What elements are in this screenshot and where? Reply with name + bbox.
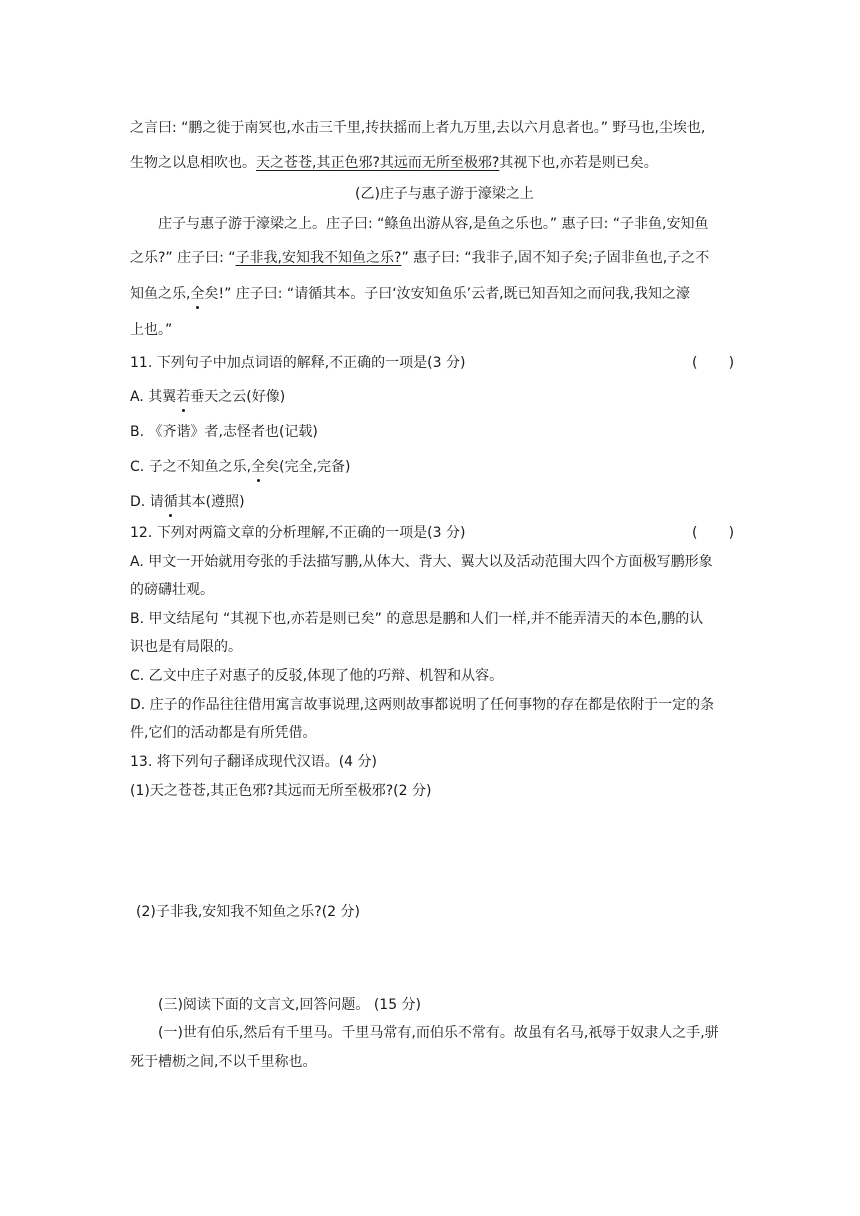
passage-yi-title: (乙)庄子与惠子游于濠梁之上 (355, 186, 534, 202)
q11-stem: 11. 下列句子中加点词语的解释,不正确的一项是(3 分) (130, 355, 466, 371)
q12-option-d-line-1: D. 庄子的作品往往借用寓言故事说理,这两则故事都说明了任何事物的存在都是依附于一定的条 (130, 697, 715, 713)
q11-answer-blank[interactable]: ( ) (692, 355, 735, 371)
passage-jia-line-1: 之言曰: “鹏之徙于南冥也,水击三千里,抟扶摇而上者九万里,去以六月息者也。” 野马也,尘埃也, (130, 120, 706, 136)
q11-option-a-post: 垂天之云(好像) (190, 389, 286, 405)
passage-jia-line-2 (130, 153, 658, 173)
q13-stem: 13. 将下列句子翻译成现代汉语。(4 分) (130, 754, 377, 770)
passage-yi-line-3 (130, 284, 690, 304)
passage-yi-line-2-b: ” 惠子曰: “我非子,固不知子矣;子固非鱼也,子之不 (401, 250, 710, 266)
q11-option-a (130, 387, 285, 407)
q11-option-d (130, 492, 245, 512)
section-3-heading: (三)阅读下面的文言文,回答问题。 (15 分) (158, 997, 422, 1013)
passage-jia-line-2-plain: 生物之以息相吹也。 (130, 155, 256, 171)
q12-option-c: C. 乙文中庄子对惠子的反驳,体现了他的巧辩、机智和从容。 (130, 668, 504, 684)
q11-option-b (130, 422, 318, 442)
dotted-word-ruo: 若 (176, 389, 191, 405)
q12-option-b-line-2: 识也是有局限的。 (130, 639, 242, 655)
passage-yi-line-4: 上也。” (130, 322, 173, 338)
passage-yi-line-2-a: 之乐?” 庄子曰: “ (130, 250, 236, 266)
passage-yi-line-3-a: 知鱼之乐, (130, 286, 191, 302)
q11-option-d-post: 其本(遵照) (177, 494, 245, 510)
passage-jia-line-2-tail: 其视下也,亦若是则已矣。 (499, 155, 658, 171)
dotted-word-quan: 全 (190, 286, 205, 302)
q11-option-b-post: ) (312, 424, 318, 440)
q12-option-a-line-1: A. 甲文一开始就用夸张的手法描写鹏,从体大、背大、翼大以及活动范围大四个方面极写鹏形象 (130, 554, 713, 570)
q12-answer-blank[interactable]: ( ) (692, 525, 735, 541)
q11-option-c-pre: C. 子之不知鱼之乐, (130, 459, 252, 475)
dotted-word-quan-2: 全 (251, 459, 266, 475)
q12-option-b-line-1: B. 甲文结尾句 “其视下也,亦若是则已矣” 的意思是鹏和人们一样,并不能弄清天的本色,鹏的认 (130, 611, 704, 627)
q12-option-a-line-2: 的磅礴壮观。 (130, 582, 214, 598)
q11-option-b-pre: B. 《齐谐》者,志怪者也( (130, 424, 285, 440)
q11-option-c-post: 矣(完全,完备) (265, 459, 351, 475)
q13-sentence-1: (1)天之苍苍,其正色邪?其远而无所至极邪?(2 分) (130, 783, 432, 799)
dotted-word-xun: 循 (163, 494, 178, 510)
q11-option-a-pre: A. 其翼 (130, 389, 177, 405)
passage-jia-underlined-sentence: 天之苍苍,其正色邪?其远而无所至极邪? (256, 155, 500, 171)
passage-yi-line-1: 庄子与惠子游于濠梁之上。庄子曰: “鲦鱼出游从容,是鱼之乐也。” 惠子曰: “子非鱼,安知鱼 (158, 216, 709, 232)
q12-stem: 12. 下列对两篇文章的分析理解,不正确的一项是(3 分) (130, 525, 466, 541)
q11-option-d-pre: D. 请 (130, 494, 164, 510)
q11-option-b-mid: 记载 (284, 424, 313, 440)
passage-yi-line-2 (130, 248, 709, 268)
passage-yi-underlined-sentence: 子非我,安知我不知鱼之乐? (235, 250, 402, 266)
q12-option-d-line-2: 件,它们的活动都是有所凭借。 (130, 725, 317, 741)
q11-option-c (130, 457, 351, 477)
passage-yi-line-3-b: 矣!” 庄子曰: “请循其本。子曰‘汝安知鱼乐’云者,既已知吾知之而问我,我知之濠 (204, 286, 690, 302)
q13-sentence-2: (2)子非我,安知我不知鱼之乐?(2 分) (136, 904, 360, 920)
section-3-paragraph-line-2: 死于槽枥之间,不以千里称也。 (130, 1054, 317, 1070)
section-3-paragraph-line-1: (一)世有伯乐,然后有千里马。千里马常有,而伯乐不常有。故虽有名马,祇辱于奴隶人之手,骈 (158, 1025, 719, 1041)
